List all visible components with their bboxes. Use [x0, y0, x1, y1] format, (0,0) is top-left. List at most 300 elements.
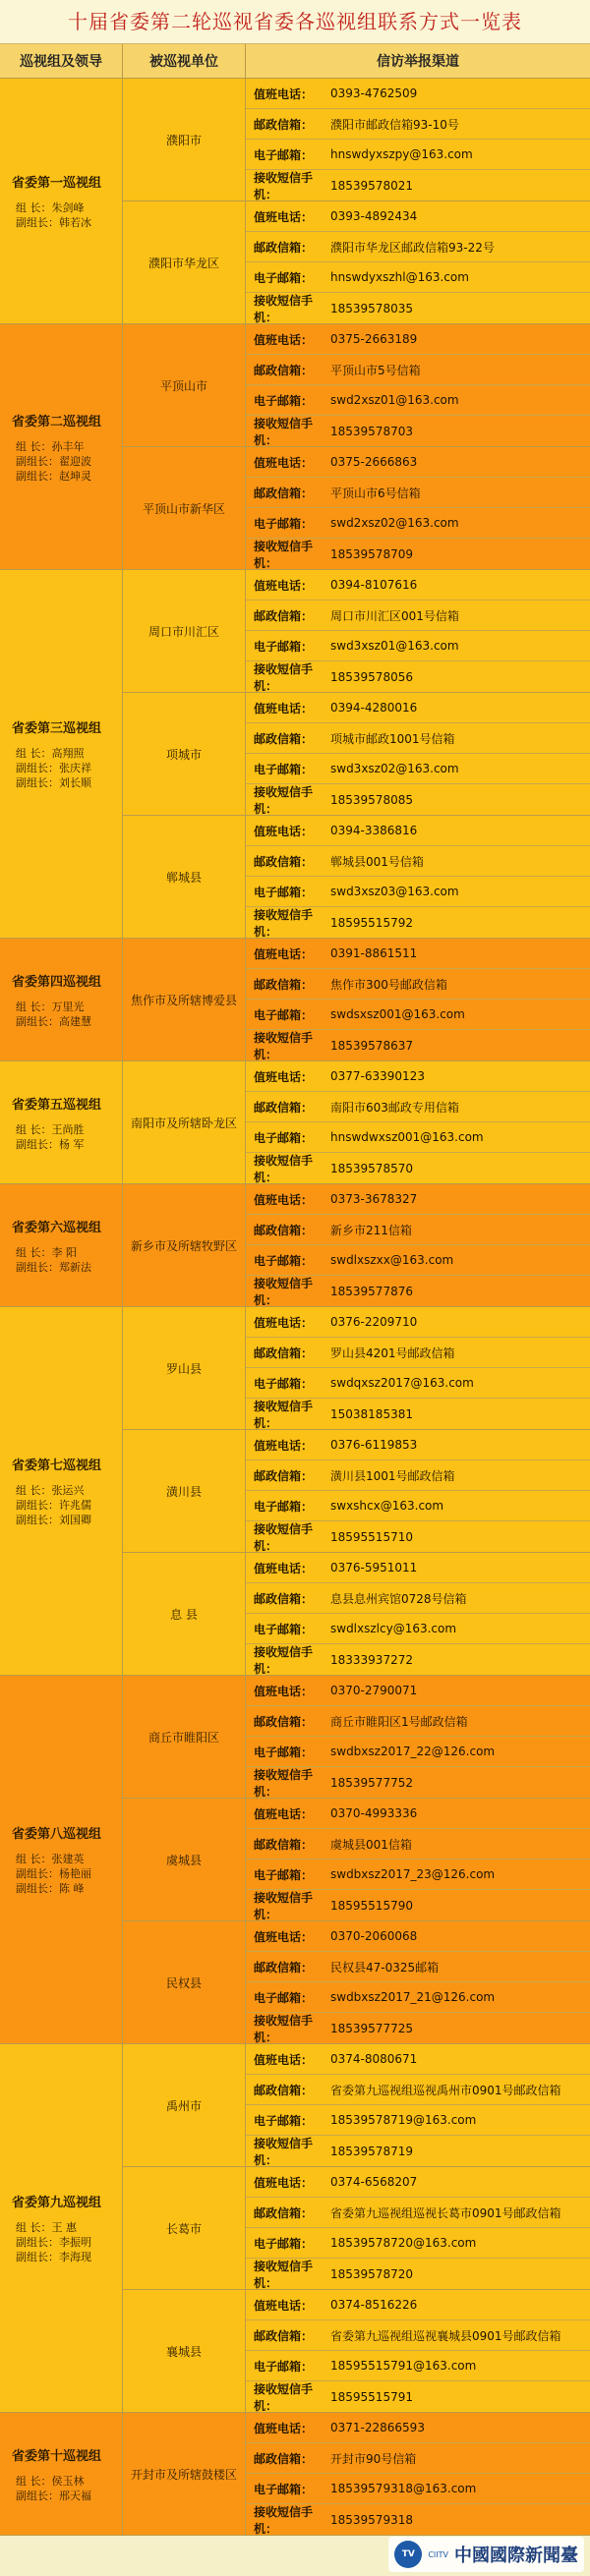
channel-label: 接收短信手机： — [254, 2381, 314, 2413]
unit-name: 濮阳市华龙区 — [123, 201, 246, 323]
channel-sms — [246, 1030, 590, 1060]
channel-rows — [246, 2167, 590, 2289]
channel-value[interactable]: 0377-63390123 — [330, 1069, 425, 1083]
header-leaders: 巡视组及领导 — [0, 44, 123, 78]
channel-label: 电子邮箱： — [254, 1622, 314, 1636]
channel-label: 接收短信手机： — [254, 1890, 314, 1921]
channel-email — [246, 508, 590, 539]
channel-value: 民权县47-0325邮箱 — [330, 1960, 440, 1975]
group-leaders — [0, 1184, 123, 1306]
channel-value[interactable]: 0394-3386816 — [330, 824, 418, 837]
leader-name: 组 长：张运兴 — [16, 1484, 85, 1497]
unit-list — [123, 1184, 590, 1306]
channel-sms — [246, 784, 590, 815]
channel-rows — [246, 1921, 590, 2043]
channel-label: 邮政信箱： — [254, 1100, 314, 1115]
channel-sms — [246, 1521, 590, 1552]
channel-value: 18539577876 — [330, 1284, 413, 1298]
inspected-unit — [123, 1307, 590, 1430]
channel-label: 值班电话： — [254, 1561, 314, 1575]
inspected-unit — [123, 2167, 590, 2290]
channel-label: 邮政信箱： — [254, 977, 314, 992]
unit-name: 息 县 — [123, 1553, 246, 1675]
channel-mail — [246, 1829, 590, 1860]
channel-value[interactable]: 18539579318@163.com — [330, 2482, 477, 2495]
group-name: 省委第九巡视组 — [12, 2196, 102, 2210]
channel-value[interactable]: 0375-2663189 — [330, 332, 418, 346]
channel-value[interactable]: swd3xsz01@163.com — [330, 639, 459, 653]
channel-mail — [246, 1092, 590, 1122]
channel-value: 18539578035 — [330, 301, 413, 315]
channel-label: 值班电话： — [254, 578, 314, 593]
group-leaders — [0, 324, 123, 569]
leader-name: 组 长：王 惠 — [16, 2221, 77, 2234]
unit-name: 平顶山市 — [123, 324, 246, 446]
channel-mail — [246, 1460, 590, 1491]
channel-value: 18595515790 — [330, 1898, 413, 1913]
group-leaders — [0, 570, 123, 938]
channel-email — [246, 385, 590, 416]
channel-value: 18539578709 — [330, 546, 413, 561]
channel-phone — [246, 447, 590, 478]
channel-phone — [246, 816, 590, 846]
inspected-unit — [123, 939, 590, 1060]
channel-label: 值班电话： — [254, 1315, 314, 1330]
channel-mail — [246, 109, 590, 140]
channel-rows — [246, 693, 590, 815]
channel-label: 值班电话： — [254, 1069, 314, 1084]
group-leaders — [0, 1061, 123, 1183]
channel-value: 省委第九巡视组巡视襄城县0901号邮政信箱 — [330, 2328, 561, 2343]
leader-name: 副组长：许兆儒 — [16, 1499, 91, 1512]
unit-list — [123, 79, 590, 323]
channel-value[interactable]: 0371-22866593 — [330, 2421, 425, 2434]
channel-mail — [246, 2443, 590, 2474]
channel-email — [246, 1122, 590, 1153]
channel-value[interactable]: 0370-4993336 — [330, 1806, 418, 1820]
channel-label: 电子邮箱： — [254, 147, 314, 162]
unit-name: 虞城县 — [123, 1799, 246, 1920]
channel-rows — [246, 2044, 590, 2166]
group-leaders — [0, 1676, 123, 2043]
channel-rows — [246, 1061, 590, 1183]
channel-sms — [246, 1890, 590, 1920]
channel-value[interactable]: 0391-8861511 — [330, 946, 418, 960]
table-header — [0, 44, 590, 79]
channel-value[interactable]: hnswdyxszhl@163.com — [330, 270, 469, 284]
inspected-unit — [123, 816, 590, 938]
channel-label: 接收短信手机： — [254, 2136, 314, 2167]
channel-rows — [246, 1553, 590, 1675]
inspected-unit — [123, 1799, 590, 1921]
unit-name: 周口市川汇区 — [123, 570, 246, 692]
channel-phone — [246, 570, 590, 601]
leader-name: 副组长：赵坤灵 — [16, 469, 91, 483]
channel-value: 18539578056 — [330, 669, 413, 684]
channel-value[interactable]: 18595515791@163.com — [330, 2359, 477, 2373]
leader-name: 组 长：朱剑峰 — [16, 201, 85, 214]
channel-value[interactable]: swd2xsz01@163.com — [330, 393, 459, 407]
leader-name: 副组长：刘国卿 — [16, 1514, 91, 1526]
unit-name: 商丘市睢阳区 — [123, 1676, 246, 1798]
unit-name: 潢川县 — [123, 1430, 246, 1552]
leader-name: 副组长：陈 峰 — [16, 1882, 85, 1895]
channel-rows — [246, 2290, 590, 2412]
channel-value: 18539578703 — [330, 424, 413, 438]
channel-value: 18595515791 — [330, 2389, 413, 2404]
channel-rows — [246, 1799, 590, 1920]
channel-value[interactable]: 0376-5951011 — [330, 1561, 418, 1574]
channel-value[interactable]: swd2xsz02@163.com — [330, 516, 459, 530]
channel-mail — [246, 2320, 590, 2351]
group-leaders — [0, 2044, 123, 2412]
leader-name: 副组长：翟迎波 — [16, 454, 91, 468]
channel-label: 值班电话： — [254, 701, 314, 716]
channel-label: 电子邮箱： — [254, 762, 314, 776]
channel-mail — [246, 1706, 590, 1737]
leader-name: 副组长：郑新法 — [16, 1260, 91, 1274]
unit-list — [123, 324, 590, 569]
channel-label: 接收短信手机： — [254, 784, 314, 816]
channel-mail — [246, 1338, 590, 1368]
channel-sms — [246, 539, 590, 569]
channel-value[interactable]: swxshcx@163.com — [330, 1499, 444, 1513]
unit-list — [123, 1061, 590, 1183]
channel-label: 值班电话： — [254, 2421, 314, 2435]
channel-value[interactable]: swdbxsz2017_23@126.com — [330, 1867, 496, 1881]
channel-label: 接收短信手机： — [254, 1030, 314, 1061]
channel-value: 息县息州宾馆0728号信箱 — [330, 1591, 467, 1606]
channel-sms — [246, 293, 590, 323]
channel-label: 值班电话： — [254, 86, 314, 101]
channel-label: 邮政信箱： — [254, 486, 314, 500]
channel-label: 邮政信箱： — [254, 608, 314, 623]
channel-label: 接收短信手机： — [254, 907, 314, 939]
channel-label: 值班电话： — [254, 824, 314, 838]
channel-value: 省委第九巡视组巡视长葛市0901号邮政信箱 — [330, 2205, 561, 2220]
channel-value[interactable]: swdlxszlcy@163.com — [330, 1622, 457, 1635]
channel-value: 18333937272 — [330, 1652, 413, 1667]
channel-value[interactable]: 0393-4892434 — [330, 209, 418, 223]
inspected-unit — [123, 2413, 590, 2535]
unit-list — [123, 570, 590, 938]
channel-phone — [246, 2290, 590, 2320]
inspection-group — [0, 2413, 590, 2536]
channel-value[interactable]: 0376-6119853 — [330, 1438, 418, 1452]
channel-email — [246, 1491, 590, 1521]
channel-label: 电子邮箱： — [254, 1745, 314, 1759]
channel-label: 电子邮箱： — [254, 1007, 314, 1022]
group-name: 省委第四巡视组 — [12, 974, 102, 990]
channel-email — [246, 2228, 590, 2259]
unit-name: 南阳市及所辖卧龙区 — [123, 1061, 246, 1183]
channel-value: 18539578720 — [330, 2266, 413, 2281]
inspected-unit — [123, 1553, 590, 1675]
channel-value: 18539578085 — [330, 792, 413, 807]
channel-value[interactable]: 18539578720@163.com — [330, 2236, 477, 2250]
leader-name: 组 长：孙丰年 — [16, 439, 85, 453]
channel-value: 18539578021 — [330, 178, 413, 193]
channel-label: 值班电话： — [254, 209, 314, 224]
channel-value[interactable]: swd3xsz02@163.com — [330, 762, 459, 775]
channel-value[interactable]: 0393-4762509 — [330, 86, 418, 100]
channel-email — [246, 877, 590, 907]
channel-value[interactable]: 0370-2060068 — [330, 1929, 418, 1943]
header-channels: 信访举报渠道 — [377, 54, 459, 70]
channel-email — [246, 140, 590, 170]
channel-mail — [246, 1215, 590, 1245]
channel-phone — [246, 1307, 590, 1338]
cctv-logo-icon: TV — [394, 2541, 422, 2568]
channel-value: 项城市邮政1001号信箱 — [330, 731, 455, 746]
unit-name: 长葛市 — [123, 2167, 246, 2289]
channel-label: 接收短信手机： — [254, 1644, 314, 1676]
leader-name: 组 长：王尚胜 — [16, 1122, 85, 1136]
channel-phone — [246, 1184, 590, 1215]
channel-label: 接收短信手机： — [254, 416, 314, 447]
unit-name: 平顶山市新华区 — [123, 447, 246, 569]
leader-name: 副组长：杨艳丽 — [16, 1867, 91, 1880]
channel-value: 濮阳市邮政信箱93-10号 — [330, 117, 459, 132]
inspected-unit — [123, 2044, 590, 2167]
inspected-unit — [123, 201, 590, 323]
channel-mail — [246, 478, 590, 508]
channel-label: 邮政信箱： — [254, 1345, 314, 1360]
group-name: 省委第三巡视组 — [12, 721, 102, 736]
channel-value[interactable]: swd3xsz03@163.com — [330, 885, 459, 898]
channel-label: 邮政信箱： — [254, 2083, 314, 2097]
unit-name: 濮阳市 — [123, 79, 246, 200]
channel-phone — [246, 1676, 590, 1706]
channel-email — [246, 2105, 590, 2136]
unit-name: 项城市 — [123, 693, 246, 815]
channel-label: 电子邮箱： — [254, 1499, 314, 1514]
watermark-brand: 中國國際新聞臺 — [454, 2546, 578, 2566]
channel-value[interactable]: 0374-8516226 — [330, 2298, 418, 2312]
channel-value: 省委第九巡视组巡视禹州市0901号邮政信箱 — [330, 2083, 561, 2097]
page-title: 十届省委第二轮巡视省委各巡视组联系方式一览表 — [0, 0, 590, 44]
channel-email — [246, 1368, 590, 1399]
channel-label: 电子邮箱： — [254, 1130, 314, 1145]
group-leaders — [0, 79, 123, 323]
channel-rows — [246, 816, 590, 938]
channel-rows — [246, 201, 590, 323]
leader-name: 副组长：韩若冰 — [16, 216, 91, 229]
unit-name: 襄城县 — [123, 2290, 246, 2412]
channel-sms — [246, 1399, 590, 1429]
unit-list — [123, 1307, 590, 1675]
inspected-unit — [123, 1061, 590, 1183]
channel-value[interactable]: 0375-2666863 — [330, 455, 418, 469]
inspected-unit — [123, 1430, 590, 1553]
channel-phone — [246, 1061, 590, 1092]
inspected-unit — [123, 1184, 590, 1306]
channel-label: 值班电话： — [254, 2052, 314, 2067]
channel-mail — [246, 355, 590, 385]
channel-label: 电子邮箱： — [254, 2482, 314, 2496]
channel-email — [246, 262, 590, 293]
group-name: 省委第六巡视组 — [12, 1220, 102, 1235]
channel-label: 电子邮箱： — [254, 2113, 314, 2128]
channel-value: 周口市川汇区001号信箱 — [330, 608, 459, 623]
channel-value: 18539578570 — [330, 1161, 413, 1175]
channel-value[interactable]: swdlxszxx@163.com — [330, 1253, 454, 1267]
channel-value: 18539577752 — [330, 1775, 413, 1790]
channel-value: 濮阳市华龙区邮政信箱93-22号 — [330, 240, 495, 255]
group-name: 省委第一巡视组 — [12, 176, 102, 191]
channel-value[interactable]: swdbxsz2017_21@126.com — [330, 1990, 496, 2004]
channel-mail — [246, 232, 590, 262]
channel-rows — [246, 79, 590, 200]
leader-name: 组 长：张建英 — [16, 1853, 85, 1865]
channel-value[interactable]: swdqxsz2017@163.com — [330, 1376, 474, 1390]
channel-label: 值班电话： — [254, 1929, 314, 1944]
channel-label: 值班电话： — [254, 946, 314, 961]
channel-rows — [246, 1430, 590, 1552]
channel-sms — [246, 1153, 590, 1183]
channel-label: 接收短信手机： — [254, 1276, 314, 1307]
channel-label: 接收短信手机： — [254, 539, 314, 570]
inspection-group — [0, 570, 590, 939]
channel-label: 电子邮箱： — [254, 1253, 314, 1268]
channel-label: 接收短信手机： — [254, 2259, 314, 2290]
inspection-group — [0, 1061, 590, 1184]
leader-name: 副组长：李振明 — [16, 2236, 91, 2249]
channel-value[interactable]: swdbxsz2017_22@126.com — [330, 1745, 496, 1758]
channel-label: 邮政信箱： — [254, 2328, 314, 2343]
channel-sms — [246, 2381, 590, 2412]
channel-sms — [246, 2136, 590, 2166]
channel-phone — [246, 324, 590, 355]
group-list — [0, 79, 590, 2536]
unit-list — [123, 2044, 590, 2412]
channel-mail — [246, 1583, 590, 1614]
channel-sms — [246, 907, 590, 938]
group-leaders — [0, 2413, 123, 2535]
channel-label: 电子邮箱： — [254, 516, 314, 531]
channel-label: 邮政信箱： — [254, 240, 314, 255]
leader-name: 副组长：杨 军 — [16, 1137, 85, 1151]
channel-value[interactable]: 0394-4280016 — [330, 701, 418, 715]
channel-label: 接收短信手机： — [254, 293, 314, 324]
group-name: 省委第二巡视组 — [12, 414, 102, 429]
inspected-unit — [123, 79, 590, 201]
channel-email — [246, 1000, 590, 1030]
channel-label: 邮政信箱： — [254, 1960, 314, 1975]
channel-phone — [246, 1799, 590, 1829]
channel-label: 接收短信手机： — [254, 661, 314, 693]
channel-sms — [246, 1276, 590, 1306]
channel-label: 电子邮箱： — [254, 2236, 314, 2251]
channel-email — [246, 1245, 590, 1276]
channel-value[interactable]: swdsxsz001@163.com — [330, 1007, 465, 1021]
inspected-unit — [123, 447, 590, 569]
watermark-logo — [388, 2537, 584, 2572]
channel-email — [246, 631, 590, 661]
channel-label: 值班电话： — [254, 2298, 314, 2313]
channel-value[interactable]: hnswdyxszpy@163.com — [330, 147, 473, 161]
inspection-group — [0, 324, 590, 570]
channel-label: 电子邮箱： — [254, 639, 314, 654]
channel-rows — [246, 570, 590, 692]
channel-sms — [246, 1644, 590, 1675]
channel-value[interactable]: 0373-3678327 — [330, 1192, 418, 1206]
channel-label: 接收短信手机： — [254, 1399, 314, 1430]
channel-value[interactable]: hnswdwxsz001@163.com — [330, 1130, 484, 1144]
channel-mail — [246, 1952, 590, 1982]
channel-label: 邮政信箱： — [254, 1468, 314, 1483]
channel-value: 新乡市211信箱 — [330, 1223, 412, 1237]
channel-label: 接收短信手机： — [254, 170, 314, 201]
channel-label: 邮政信箱： — [254, 117, 314, 132]
channel-value: 18595515710 — [330, 1529, 413, 1544]
channel-email — [246, 1614, 590, 1644]
group-name: 省委第五巡视组 — [12, 1097, 102, 1113]
channel-label: 邮政信箱： — [254, 2205, 314, 2220]
channel-value[interactable]: 0374-6568207 — [330, 2175, 418, 2189]
group-name: 省委第八巡视组 — [12, 1827, 102, 1842]
channel-rows — [246, 1676, 590, 1798]
channel-label: 值班电话： — [254, 2175, 314, 2190]
channel-sms — [246, 2259, 590, 2289]
channel-value[interactable]: 18539578719@163.com — [330, 2113, 477, 2127]
channel-email — [246, 754, 590, 784]
channel-value[interactable]: 0394-8107616 — [330, 578, 418, 592]
channel-value[interactable]: 0376-2209710 — [330, 1315, 418, 1329]
channel-value: 商丘市睢阳区1号邮政信箱 — [330, 1714, 468, 1729]
channel-label: 接收短信手机： — [254, 1767, 314, 1799]
inspected-unit — [123, 693, 590, 816]
group-leaders — [0, 1307, 123, 1675]
channel-sms — [246, 661, 590, 692]
inspected-unit — [123, 570, 590, 693]
channel-value[interactable]: 0374-8080671 — [330, 2052, 418, 2066]
channel-rows — [246, 939, 590, 1060]
channel-value[interactable]: 0370-2790071 — [330, 1684, 418, 1697]
inspected-unit — [123, 1921, 590, 2043]
channel-label: 接收短信手机： — [254, 1521, 314, 1553]
channel-sms — [246, 1767, 590, 1798]
leader-name: 组 长：万里光 — [16, 1000, 85, 1013]
unit-list — [123, 1676, 590, 2043]
channel-value: 潢川县1001号邮政信箱 — [330, 1468, 455, 1483]
channel-rows — [246, 2413, 590, 2535]
channel-rows — [246, 1184, 590, 1306]
channel-sms — [246, 416, 590, 446]
channel-label: 邮政信箱： — [254, 731, 314, 746]
channel-label: 电子邮箱： — [254, 393, 314, 408]
channel-label: 邮政信箱： — [254, 854, 314, 869]
channel-value: 罗山县4201号邮政信箱 — [330, 1345, 455, 1360]
channel-phone — [246, 693, 590, 723]
channel-value: 焦作市300号邮政信箱 — [330, 977, 447, 992]
channel-value: 15038185381 — [330, 1406, 413, 1421]
unit-list — [123, 2413, 590, 2535]
channel-phone — [246, 2413, 590, 2443]
channel-label: 电子邮箱： — [254, 1376, 314, 1391]
channel-value: 18539578637 — [330, 1038, 413, 1053]
channel-label: 邮政信箱： — [254, 1591, 314, 1606]
channel-value: 平顶山市5号信箱 — [330, 363, 421, 377]
leader-name: 组 长：李 阳 — [16, 1245, 77, 1259]
inspected-unit — [123, 1676, 590, 1799]
leader-name: 组 长：侯玉林 — [16, 2474, 85, 2488]
channel-mail — [246, 969, 590, 1000]
unit-name: 民权县 — [123, 1921, 246, 2043]
channel-phone — [246, 939, 590, 969]
channel-mail — [246, 846, 590, 877]
channel-mail — [246, 2198, 590, 2228]
